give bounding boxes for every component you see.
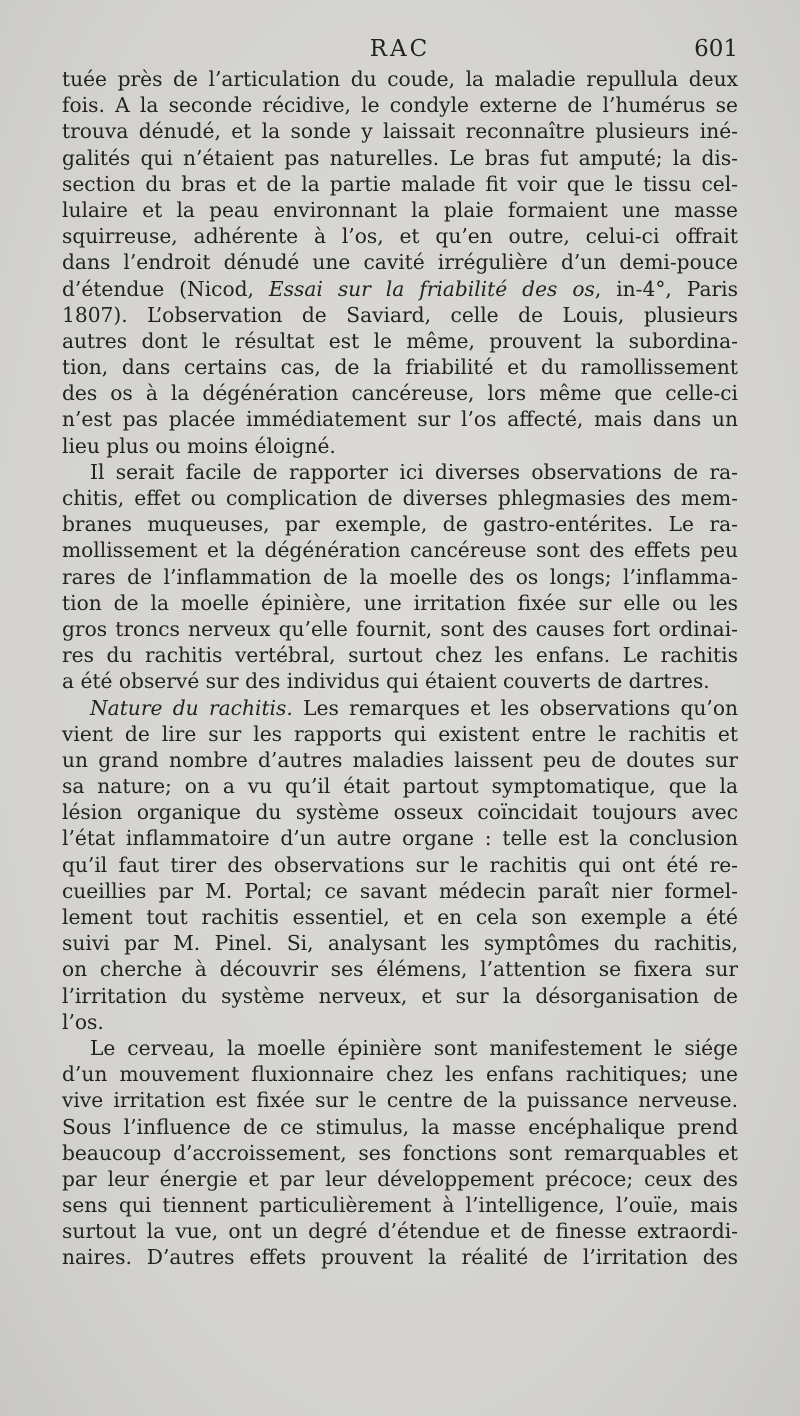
- text-line: l’os.: [62, 1009, 104, 1034]
- text-line: vive irritation est fixée sur le centre de la puissance nerveuse.: [62, 1088, 738, 1113]
- text-line: beaucoup d’accroissement, ses fonctions sont remarquables et: [62, 1140, 738, 1165]
- text-line: dans l’endroit dénudé une cavité irrégulière d’un demi-pouce: [62, 250, 738, 275]
- text-line: des os à la dégénération cancéreuse, lors même que celle-ci: [62, 381, 738, 406]
- text-line: sa nature; on a vu qu’il était partout symptomatique, que la: [62, 774, 738, 799]
- section-heading: Nature du rachitis.: [90, 695, 293, 720]
- text-line: suivi par M. Pinel. Si, analysant les symptômes du rachitis,: [62, 931, 738, 956]
- text-line: on cherche à découvrir ses élémens, l’attention se fixera sur: [62, 957, 738, 982]
- text-line: Sous l’influence de ce stimulus, la masse encéphalique prend: [62, 1114, 738, 1139]
- text-line: mollissement et la dégénération cancéreuse sont des effets peu: [62, 538, 738, 563]
- text-line: tuée près de l’articulation du coude, la maladie repullula deux: [62, 67, 738, 91]
- text-segment: d’étendue (Nicod,: [62, 276, 269, 301]
- text-line: l’irritation du système nerveux, et sur la désorganisation de: [62, 983, 738, 1008]
- text-line: res du rachitis vertébral, surtout chez les enfans. Le rachitis: [62, 643, 738, 668]
- text-line: surtout la vue, ont un degré d’étendue et de finesse extraordi-: [62, 1219, 738, 1244]
- text-line: a été observé sur des individus qui étaient couverts de dartres.: [62, 669, 710, 694]
- text-line: chitis, effet ou complication de diverses phlegmasies des mem-: [62, 486, 738, 510]
- body-text: [62, 66, 738, 1271]
- text-line: autres dont le résultat est le même, prouvent la subordina-: [62, 328, 738, 353]
- text-line: fois. A la seconde récidive, le condyle externe de l’humérus se: [62, 93, 738, 118]
- text-line: rares de l’inflammation de la moelle des os longs; l’inflamma-: [62, 564, 738, 589]
- text-line: qu’il faut tirer des observations sur le rachitis qui ont été re-: [62, 852, 738, 877]
- paragraph-start-line: Il serait facile de rapporter ici diverses observations de ra-: [90, 459, 738, 484]
- page-number: 601: [694, 36, 738, 62]
- text-line: tion, dans certains cas, de la friabilité et du ramollissement: [62, 355, 738, 380]
- text-line: n’est pas placée immédiatement sur l’os affecté, mais dans un: [62, 407, 738, 432]
- text-line: lulaire et la peau environnant la plaie formaient une masse: [62, 197, 738, 222]
- text-line: par leur énergie et par leur développement précoce; ceux des: [62, 1166, 738, 1191]
- text-line: sens qui tiennent particulièrement à l’intelligence, l’ouïe, mais: [62, 1193, 738, 1218]
- text-line: section du bras et de la partie malade fit voir que le tissu cel-: [62, 171, 738, 196]
- running-head: RAC: [369, 36, 431, 62]
- text-line: l’état inflammatoire d’un autre organe : telle est la conclusion: [62, 826, 738, 851]
- text-segment: , in-4°, Paris: [594, 276, 738, 301]
- text-line: d’un mouvement fluxionnaire chez les enfans rachitiques; une: [62, 1062, 738, 1087]
- text-line: gros troncs nerveux qu’elle fournit, sont des causes fort ordinai-: [62, 616, 738, 641]
- text-line: lieu plus ou moins éloigné.: [62, 433, 336, 458]
- text-line: naires. D’autres effets prouvent la réalité de l’irritation des: [62, 1245, 738, 1270]
- text-line: tion de la moelle épinière, une irritation fixée sur elle ou les: [62, 590, 738, 615]
- text-line: 1807). L’observation de Saviard, celle de Louis, plusieurs: [62, 302, 738, 327]
- text-line: vient de lire sur les rapports qui existent entre le rachitis et: [62, 721, 738, 746]
- text-line: branes muqueuses, par exemple, de gastro-entérites. Le ra-: [62, 512, 738, 537]
- paragraph-start-line: Le cerveau, la moelle épinière sont manifestement le siége: [90, 1035, 738, 1060]
- text-line: un grand nombre d’autres maladies laissent peu de doutes sur: [62, 747, 738, 772]
- cited-title: Essai sur la friabilité des os: [268, 276, 595, 301]
- text-line-with-citation: [62, 276, 738, 302]
- text-line: lésion organique du système osseux coïncidait toujours avec: [62, 800, 738, 825]
- text-line: cueillies par M. Portal; ce savant médecin paraît nier formel-: [62, 878, 738, 903]
- section-heading-line: [62, 695, 738, 721]
- text-segment: Les remarques et les observations qu’on: [292, 695, 739, 720]
- text-line: trouva dénudé, et la sonde y laissait reconnaître plusieurs iné-: [62, 119, 738, 144]
- text-line: squirreuse, adhérente à l’os, et qu’en outre, celui-ci offrait: [62, 224, 738, 249]
- text-line: galités qui n’étaient pas naturelles. Le bras fut amputé; la dis-: [62, 145, 738, 170]
- text-line: lement tout rachitis essentiel, et en cela son exemple a été: [62, 905, 738, 929]
- page-header: [62, 36, 738, 66]
